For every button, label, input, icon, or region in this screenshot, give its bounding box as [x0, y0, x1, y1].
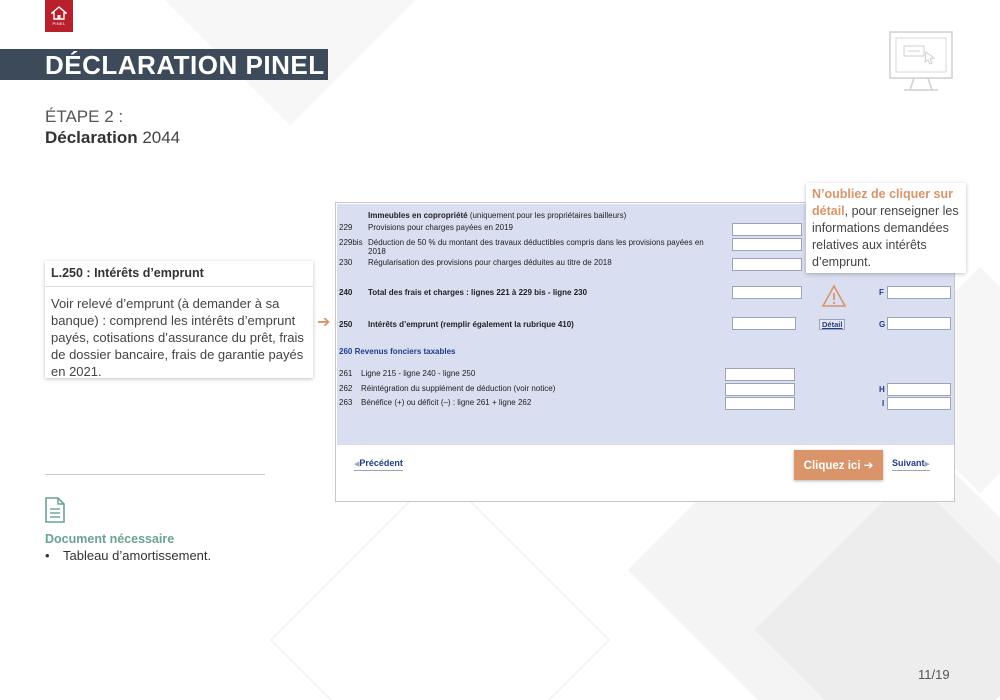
form-row-code: 229 — [339, 223, 353, 232]
arrow-right-icon: ➔ — [317, 314, 331, 331]
form-row-label: Régularisation des provisions pour charges déduites au titre de 2018 — [368, 258, 612, 267]
info-card-body: Voir relevé d’emprunt (à demander à sa banque) : comprend les intérêts d’emprunt payés, cotisations d’assurance du prêt, frais de dossier bancaire, frais de garantie payés en 2021. — [51, 296, 304, 379]
form-input-229bis[interactable] — [732, 238, 802, 251]
form-section-260: 260 Revenus fonciers taxables — [339, 347, 456, 356]
next-link[interactable] — [892, 458, 930, 471]
form-input-I[interactable] — [887, 397, 951, 410]
form-row-label: Bénéfice (+) ou déficit (–) : ligne 261 + ligne 262 — [361, 398, 532, 407]
info-card — [45, 261, 313, 378]
document-icon — [45, 497, 65, 523]
form-row-code: 229bis — [339, 238, 363, 247]
form-input-240[interactable] — [732, 286, 802, 299]
divider — [45, 474, 265, 475]
title-banner — [0, 49, 328, 80]
form-letter: H — [879, 385, 885, 394]
home-button[interactable] — [45, 0, 73, 32]
background-shape — [270, 470, 609, 700]
click-here-button[interactable]: Cliquez ici ➔ — [794, 450, 883, 480]
warning-icon — [821, 284, 847, 308]
form-letter: G — [879, 320, 886, 329]
step-subtitle-bold: Déclaration — [45, 128, 138, 147]
page-number: 11/19 — [918, 667, 950, 682]
form-row-label: Provisions pour charges payées en 2019 — [368, 223, 513, 232]
form-section-title-bold: Immeubles en copropriété — [368, 211, 468, 220]
document-item — [45, 548, 211, 563]
detail-button[interactable]: Détail — [819, 319, 845, 330]
callout-highlight: N’oubliez de cliquer sur détail — [812, 187, 953, 218]
next-label: Suivant — [892, 458, 925, 468]
form-input-H[interactable] — [887, 383, 951, 396]
form-row-code: 240 — [339, 288, 353, 297]
step-subtitle-rest: 2044 — [137, 128, 181, 147]
form-input-262[interactable] — [725, 383, 795, 396]
form-row-label: Intérêts d’emprunt (remplir également la rubrique 410) — [368, 320, 574, 329]
previous-label: Précédent — [359, 458, 403, 468]
form-row-label: Ligne 215 - ligne 240 - ligne 250 — [361, 369, 476, 378]
page-title: DÉCLARATION PINEL — [45, 50, 325, 80]
form-input-229[interactable] — [732, 223, 802, 236]
form-row-code: 230 — [339, 258, 353, 267]
form-row-code: 250 — [339, 320, 353, 329]
form-row-code: 263 — [339, 398, 353, 407]
form-row-code: 262 — [339, 384, 353, 393]
form-input-F[interactable] — [887, 286, 951, 299]
info-card-title: L.250 : Intérêts d’emprunt — [45, 266, 313, 287]
chevron-left-icon: ◀ — [354, 461, 360, 468]
document-item-text: Tableau d’amortissement. — [63, 548, 212, 563]
home-badge-label: PINEL — [52, 21, 66, 26]
form-input-G[interactable] — [887, 317, 951, 330]
callout-note — [806, 183, 966, 273]
previous-link[interactable] — [354, 458, 403, 471]
form-row-code: 261 — [339, 369, 353, 378]
form-section-title — [368, 211, 626, 220]
form-row-label: Réintégration du supplément de déduction (voir notice) — [361, 384, 556, 393]
form-section-note: (uniquement pour les propriétaires bailleurs) — [467, 211, 627, 220]
form-input-263[interactable] — [725, 397, 795, 410]
chevron-right-icon: ▶ — [924, 461, 930, 468]
form-row-label: Total des frais et charges : lignes 221 à 229 bis - ligne 230 — [368, 288, 588, 297]
bullet: • — [45, 548, 50, 563]
step-subtitle — [45, 128, 180, 148]
monitor-icon — [888, 30, 954, 94]
home-icon — [51, 6, 67, 20]
step-label: ÉTAPE 2 : — [45, 107, 124, 126]
callout-text: , pour renseigner les informations demandées relatives aux intérêts d’emprunt. — [812, 204, 959, 269]
document-title: Document nécessaire — [45, 532, 175, 546]
form-row-label: Déduction de 50 % du montant des travaux déductibles compris dans les provisions payées en 2018 — [368, 238, 704, 256]
form-letter: F — [879, 288, 884, 297]
form-letter: I — [882, 399, 885, 408]
form-input-250[interactable] — [732, 317, 796, 330]
form-input-230[interactable] — [732, 258, 802, 271]
form-input-261[interactable] — [725, 368, 795, 381]
